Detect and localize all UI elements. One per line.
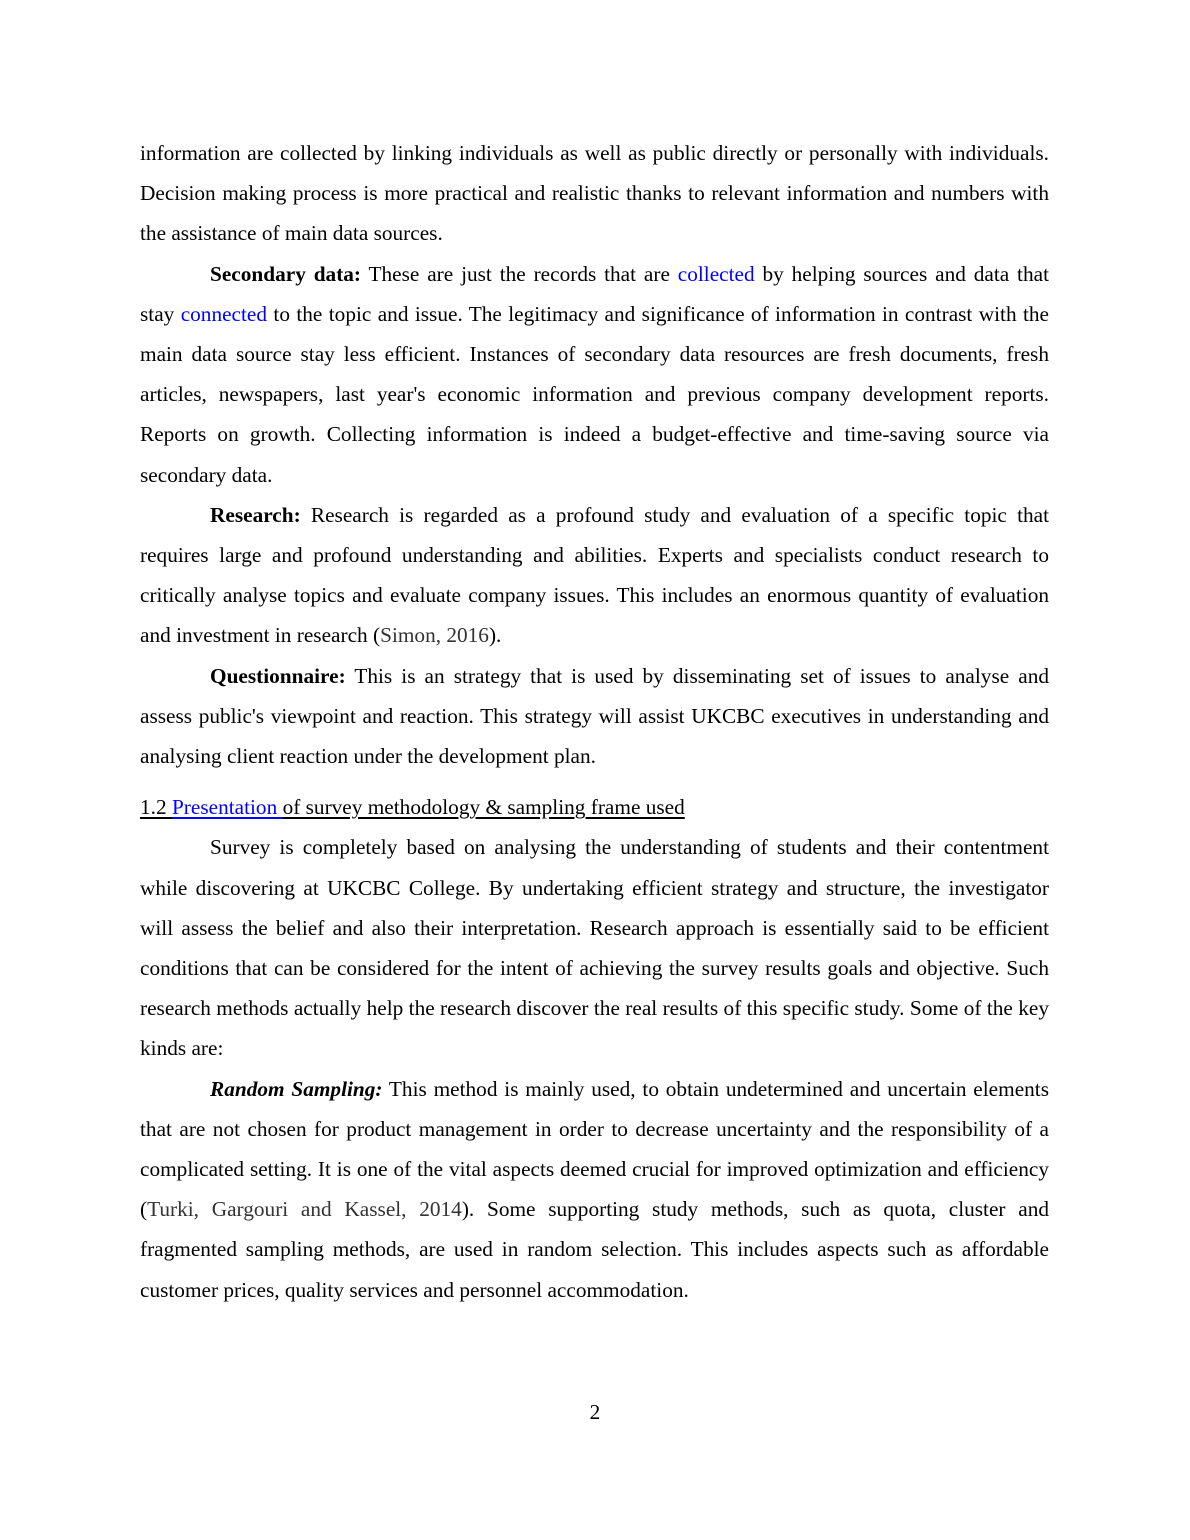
collected-link[interactable]: collected [677, 261, 755, 286]
survey-paragraph: Survey is completely based on analysing the understanding of students and their contentment while discovering at UKCBC College. By undertaking efficient strategy and structure, the investigator will assess the belief and also their interpretation. Research approach is essentially said to be efficient conditions that can be considered for the intent of achieving the survey results goals and objective. Such research methods actually help the research discover the real results of this specific study. Some of the key kinds are: [140, 835, 1049, 1061]
secondary-data-label: Secondary data: [210, 261, 362, 286]
questionnaire-paragraph [140, 656, 1049, 777]
presentation-link[interactable]: Presentation [171, 795, 283, 820]
research-paragraph [140, 495, 1049, 656]
questionnaire-label: Questionnaire: [210, 663, 346, 688]
random-sampling-text: ). Some supporting study methods, such as quota, cluster and fragmented sampling methods, are used in random selection. This includes aspects such as affordable customer prices, quality services and personnel accommodation. [140, 1197, 1049, 1302]
secondary-data-text: These are just the records that are [361, 261, 678, 286]
secondary-data-text: to the topic and issue. The legitimacy and significance of information in contrast with the main data source stay less efficient. Instances of secondary data resources are fresh documents, fresh articles, newspapers, last year's economic information and previous company development reports. Reports on growth. Collecting information is indeed a budget-effective and time-saving source via secondary data. [140, 301, 1049, 487]
random-sampling-label: Random Sampling: [210, 1076, 383, 1101]
research-text: ). [488, 623, 502, 648]
random-sampling-paragraph [140, 1069, 1049, 1310]
section-number: 1.2 [140, 795, 172, 820]
questionnaire-text: This is an strategy that is used by disseminating set of issues to analyse and assess public's viewpoint and reaction. This strategy will assist UKCBC executives in understanding and analysing client reaction under the development plan. [140, 663, 1049, 769]
citation-simon: Simon, 2016 [380, 623, 489, 648]
research-text: Research is regarded as a profound study and evaluation of a specific topic that requires large and profound understanding and abilities. Experts and specialists conduct research to critically analyse topics and evaluate company issues. This includes an enormous quantity of evaluation and investment in research ( [140, 502, 1049, 648]
section-heading [140, 787, 1049, 827]
section-title: of survey methodology & sampling frame used [282, 795, 685, 820]
page-number: 2 [589, 1400, 601, 1424]
secondary-data-paragraph [140, 254, 1049, 495]
intro-paragraph: information are collected by linking individuals as well as public directly or personally with individuals. Decision making process is more practical and realistic thanks to relevant information and numbers with the assistance of main data sources. [140, 141, 1049, 246]
connected-link[interactable]: connected [180, 301, 268, 326]
citation-turki: Turki, Gargouri and Kassel, 2014 [147, 1197, 462, 1222]
document-page [140, 133, 1049, 1310]
secondary-data-text: by helping sources and data that stay [140, 261, 1049, 326]
research-label: Research: [210, 502, 301, 527]
random-sampling-text: This method is mainly used, to obtain undetermined and uncertain elements that are not chosen for product management in order to decrease uncertainty and the responsibility of a complicated setting. It is one of the vital aspects deemed crucial for improved optimization and efficiency ( [140, 1076, 1049, 1222]
